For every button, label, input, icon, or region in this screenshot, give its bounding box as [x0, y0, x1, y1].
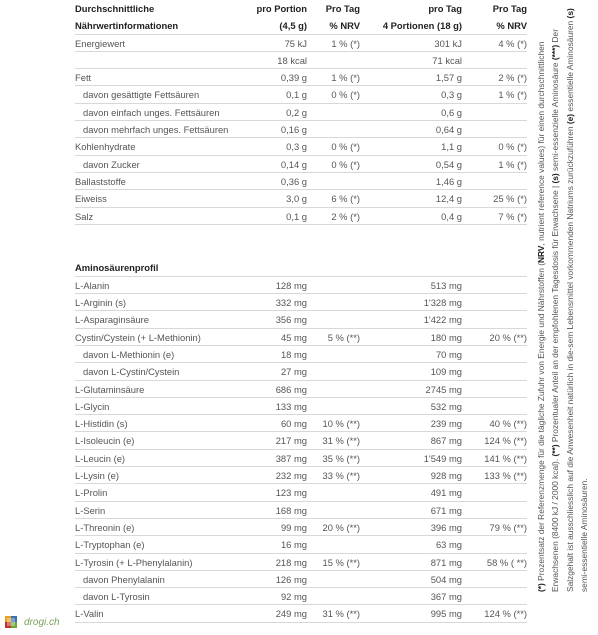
row-label: davon mehrfach unges. Fettsäuren	[83, 124, 229, 136]
row-nrv-portion: 5 % (**)	[327, 331, 360, 343]
row-portion: 126 mg	[275, 573, 307, 585]
nutrition-row	[75, 35, 527, 52]
amino-row	[75, 415, 527, 432]
row-nrv-day: 2 % (*)	[498, 72, 527, 84]
amino-row	[75, 329, 527, 346]
row-nrv-portion: 1 % (*)	[331, 72, 360, 84]
row-day: 1,46 g	[435, 175, 462, 187]
row-nrv-day: 141 % (**)	[484, 452, 527, 464]
row-day: 2745 mg	[425, 383, 462, 395]
row-label: davon L-Methionin (e)	[83, 348, 175, 360]
row-portion: 0,3 g	[286, 141, 307, 153]
row-nrv-day: 79 % (**)	[489, 521, 527, 533]
row-day: 12,4 g	[435, 193, 462, 205]
row-nrv-portion: 15 % (**)	[322, 556, 360, 568]
row-day: 367 mg	[430, 591, 462, 603]
spacer-row	[75, 242, 527, 259]
footnote-segment: semi-essentielle Aminosäuren.	[579, 478, 590, 592]
row-portion: 27 mg	[280, 366, 307, 378]
row-label: Salz	[75, 210, 94, 222]
header-label: Durchschnittliche	[75, 3, 155, 14]
row-nrv-portion: 31 % (**)	[322, 608, 360, 620]
row-nrv-portion: 1 % (*)	[331, 37, 360, 49]
row-label: L-Prolin	[75, 487, 108, 499]
row-portion: 3,0 g	[286, 193, 307, 205]
footnote-segment: , nutrient reference values) für einen durchschnittlichen Erwachsenen (8400 kJ / 2000 kcal).	[536, 41, 561, 592]
row-nrv-portion: 0 % (*)	[331, 158, 360, 170]
footnote-segment: Der Salzgehalt ist ausschliesslich auf die Anwesenheit natürlich in die-sem Lebensmittel vorkommenden Natriums zurückzuführen	[550, 28, 575, 592]
row-label: L-Glutaminsäure	[75, 383, 145, 395]
amino-row	[75, 484, 527, 501]
amino-row	[75, 467, 527, 484]
row-label: Kohlenhydrate	[75, 141, 136, 153]
row-portion: 60 mg	[280, 418, 307, 430]
amino-row	[75, 398, 527, 415]
nutrition-row	[75, 86, 527, 103]
row-label: L-Threonin (e)	[75, 521, 135, 533]
row-label: Energiewert	[75, 37, 126, 49]
amino-title: Aminosäurenprofil	[75, 262, 159, 274]
row-nrv-day: 124 % (**)	[484, 608, 527, 620]
row-label: L-Alanin	[75, 279, 110, 291]
row-portion: 332 mg	[275, 297, 307, 309]
amino-row	[75, 381, 527, 398]
row-portion: 218 mg	[275, 556, 307, 568]
row-label: Cystin/Cystein (+ L-Methionin)	[75, 331, 201, 343]
amino-row	[75, 571, 527, 588]
row-label: L-Valin	[75, 608, 104, 620]
row-portion: 75 kJ	[284, 37, 307, 49]
footnote-segment: semi-essenzielle Aminosäure	[550, 60, 561, 174]
nutrition-row	[75, 69, 527, 86]
header-nrv-portion: % NRV	[329, 20, 360, 32]
footnote-segment: essentielle Aminosäuren	[564, 18, 575, 114]
row-portion: 686 mg	[275, 383, 307, 395]
row-nrv-day: 40 % (**)	[489, 418, 527, 430]
row-day: 0,4 g	[441, 210, 462, 222]
row-portion: 18 mg	[280, 348, 307, 360]
table-header-row-2	[75, 17, 527, 34]
row-portion: 0,2 g	[286, 106, 307, 118]
amino-row	[75, 605, 527, 622]
row-day: 0,6 g	[441, 106, 462, 118]
row-portion: 128 mg	[275, 279, 307, 291]
header-nrv-day: % NRV	[496, 20, 527, 32]
nutrition-row	[75, 104, 527, 121]
row-nrv-day: 25 % (*)	[493, 193, 527, 205]
row-label: L-Glycin	[75, 400, 110, 412]
amino-row	[75, 450, 527, 467]
row-portion: 123 mg	[275, 487, 307, 499]
row-portion: 0,1 g	[286, 89, 307, 101]
amino-row	[75, 536, 527, 553]
amino-row	[75, 294, 527, 311]
row-nrv-portion: 0 % (*)	[331, 89, 360, 101]
row-label: davon Zucker	[83, 158, 140, 170]
row-portion: 0,36 g	[280, 175, 307, 187]
row-portion: 18 kcal	[277, 54, 307, 66]
header-portion: pro Portion	[256, 3, 307, 14]
row-day: 396 mg	[430, 521, 462, 533]
row-nrv-portion: 10 % (**)	[322, 418, 360, 430]
header-day: 4 Portionen (18 g)	[382, 20, 462, 32]
row-day: 928 mg	[430, 470, 462, 482]
footnote-segment: (*)	[536, 583, 546, 592]
row-label: L-Histidin (s)	[75, 418, 128, 430]
row-label: L-Isoleucin (e)	[75, 435, 135, 447]
nutrition-row	[75, 173, 527, 190]
row-nrv-day: 1 % (*)	[498, 158, 527, 170]
row-nrv-day: 124 % (**)	[484, 435, 527, 447]
row-portion: 217 mg	[275, 435, 307, 447]
row-nrv-portion: 35 % (**)	[322, 452, 360, 464]
footnote-segment: (**)	[550, 444, 561, 457]
row-day: 995 mg	[430, 608, 462, 620]
row-portion: 0,39 g	[280, 72, 307, 84]
header-day: pro Tag	[428, 3, 462, 14]
footnote-segment: NRV	[536, 245, 546, 264]
footnote-segment: (***)	[550, 44, 561, 61]
row-label: L-Arginin (s)	[75, 297, 127, 309]
row-day: 1,1 g	[441, 141, 462, 153]
row-day: 180 mg	[430, 331, 462, 343]
nutrition-row	[75, 138, 527, 155]
amino-section-title	[75, 259, 527, 276]
row-portion: 387 mg	[275, 452, 307, 464]
row-portion: 0,14 g	[280, 158, 307, 170]
row-day: 109 mg	[430, 366, 462, 378]
row-day: 513 mg	[430, 279, 462, 291]
row-portion: 99 mg	[280, 521, 307, 533]
row-label: Eiweiss	[75, 193, 107, 205]
nutrition-section	[75, 35, 527, 225]
amino-row	[75, 363, 527, 380]
row-day: 1,57 g	[435, 72, 462, 84]
nutrition-row	[75, 190, 527, 207]
row-nrv-portion: 2 % (*)	[331, 210, 360, 222]
row-day: 0,54 g	[435, 158, 462, 170]
row-nrv-day: 133 % (**)	[484, 470, 527, 482]
amino-row	[75, 588, 527, 605]
row-day: 1'549 mg	[423, 452, 462, 464]
row-day: 0,3 g	[441, 89, 462, 101]
brand-logo-icon	[4, 613, 22, 631]
row-day: 1'422 mg	[423, 314, 462, 326]
header-nrv-day: Pro Tag	[492, 3, 527, 14]
amino-row	[75, 554, 527, 571]
row-label: davon gesättigte Fettsäuren	[83, 89, 200, 101]
row-nrv-day: 58 % ( **)	[486, 556, 527, 568]
row-day: 491 mg	[430, 487, 462, 499]
amino-row	[75, 519, 527, 536]
row-nrv-day: 4 % (*)	[498, 37, 527, 49]
row-day: 671 mg	[430, 504, 462, 516]
row-nrv-portion: 0 % (*)	[331, 141, 360, 153]
nutrition-table	[75, 0, 527, 623]
row-day: 532 mg	[430, 400, 462, 412]
spacer-row	[75, 225, 527, 242]
row-portion: 356 mg	[275, 314, 307, 326]
amino-row	[75, 502, 527, 519]
row-day: 871 mg	[430, 556, 462, 568]
row-nrv-portion: 6 % (*)	[331, 193, 360, 205]
row-day: 63 mg	[435, 539, 462, 551]
row-portion: 0,16 g	[280, 124, 307, 136]
row-label: L-Tryptophan (e)	[75, 539, 145, 551]
footnote-segment: Prozentualer Anteil an der empfohlenen Tagesdosis für Erwachsene |	[550, 183, 561, 445]
row-nrv-day: 20 % (**)	[489, 331, 527, 343]
row-label: L-Serin	[75, 504, 106, 516]
row-label: Ballaststoffe	[75, 175, 126, 187]
row-label: davon einfach unges. Fettsäuren	[83, 106, 220, 118]
row-nrv-portion: 31 % (**)	[322, 435, 360, 447]
footnote-segment: Prozentsatz der Referenzmenge für die tägliche Zufuhr von Energie und Nährstoffen (	[536, 263, 546, 584]
row-label: L-Lysin (e)	[75, 470, 119, 482]
row-nrv-portion: 33 % (**)	[322, 470, 360, 482]
amino-row	[75, 277, 527, 294]
row-day: 301 kJ	[434, 37, 462, 49]
row-portion: 16 mg	[280, 539, 307, 551]
row-portion: 0,1 g	[286, 210, 307, 222]
row-portion: 168 mg	[275, 504, 307, 516]
footnote-segment: (e)	[564, 113, 575, 125]
row-day: 1'328 mg	[423, 297, 462, 309]
row-day: 504 mg	[430, 573, 462, 585]
row-label: davon L-Tyrosin	[83, 591, 150, 603]
amino-row	[75, 432, 527, 449]
row-day: 239 mg	[430, 418, 462, 430]
row-portion: 232 mg	[275, 470, 307, 482]
amino-row	[75, 311, 527, 328]
nutrition-row	[75, 121, 527, 138]
header-label: Nährwertinformationen	[75, 20, 179, 32]
row-label: L-Leucin (e)	[75, 452, 126, 464]
footnote-text	[533, 0, 593, 598]
nutrition-row	[75, 208, 527, 225]
footnote-segment: (s)	[550, 173, 561, 184]
row-portion: 249 mg	[275, 608, 307, 620]
row-label: Fett	[75, 72, 92, 84]
amino-row	[75, 346, 527, 363]
row-label: L-Asparaginsäure	[75, 314, 150, 326]
row-day: 70 mg	[435, 348, 462, 360]
footnote-segment: (s)	[564, 8, 575, 19]
brand-name: drogi.ch	[24, 616, 60, 628]
row-day: 0,64 g	[435, 124, 462, 136]
row-portion: 92 mg	[280, 591, 307, 603]
table-header-row-1	[75, 0, 527, 17]
row-label: davon L-Cystin/Cystein	[83, 366, 180, 378]
row-portion: 133 mg	[275, 400, 307, 412]
row-day: 867 mg	[430, 435, 462, 447]
row-label: davon Phenylalanin	[83, 573, 165, 585]
amino-section	[75, 277, 527, 623]
nutrition-row	[75, 52, 527, 69]
row-day: 71 kcal	[432, 54, 462, 66]
row-nrv-portion: 20 % (**)	[322, 521, 360, 533]
row-portion: 45 mg	[280, 331, 307, 343]
nutrition-row	[75, 156, 527, 173]
row-nrv-day: 0 % (*)	[498, 141, 527, 153]
row-nrv-day: 7 % (*)	[498, 210, 527, 222]
header-nrv-portion: Pro Tag	[325, 3, 360, 14]
brand-logo	[4, 612, 60, 632]
footnote-panel	[533, 0, 593, 598]
row-label: L-Tyrosin (+ L-Phenylalanin)	[75, 556, 193, 568]
row-nrv-day: 1 % (*)	[498, 89, 527, 101]
header-portion: (4,5 g)	[279, 20, 307, 32]
